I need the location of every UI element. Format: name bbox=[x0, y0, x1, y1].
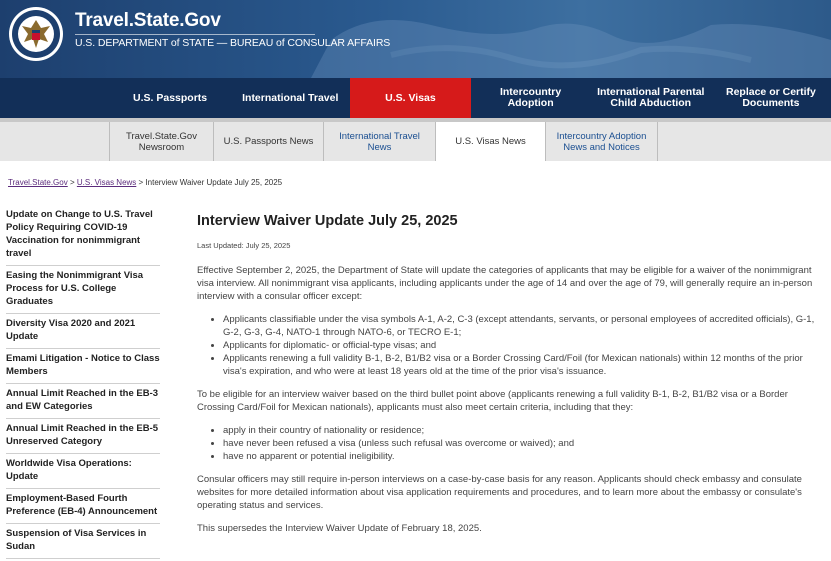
subnav-international-travel-news[interactable]: International Travel News bbox=[324, 122, 436, 161]
last-updated: Last Updated: July 25, 2025 bbox=[197, 241, 291, 250]
list-item: • apply in their country of nationality or residence; bbox=[223, 424, 817, 437]
sidebar-item[interactable]: Worldwide Visa Operations: Update bbox=[6, 454, 160, 489]
list-item: • Applicants renewing a full validity B-1, B-2, B1/B2 visa or a Border Crossing Card/Foil (for Mexican nationals) within 12 months of the prior visa's expiration, and who were at least 18 years old at the time of the prior visa's issuance. bbox=[223, 352, 817, 378]
subnav-newsroom[interactable]: Travel.State.Gov Newsroom bbox=[110, 122, 214, 161]
site-title[interactable]: Travel.State.Gov bbox=[75, 10, 221, 31]
list-item: • Applicants classifiable under the visa symbols A-1, A-2, C-3 (except attendants, servants, or personal employees of accredited officials), G-1, G-2, G-3, G-4, NATO-1 through NATO-6, or TECRO E-1; bbox=[223, 313, 817, 339]
exception-list bbox=[223, 313, 817, 378]
news-sub-navigation bbox=[0, 118, 831, 161]
list-item: • Applicants for diplomatic- or official-type visas; and bbox=[223, 339, 817, 352]
criteria-list bbox=[223, 424, 817, 463]
main-nav-child-abduction[interactable]: International Parental Child Abduction bbox=[597, 86, 705, 109]
sidebar-item[interactable]: Update on Change to U.S. Travel Policy Requiring COVID-19 Vaccination for nonimmigrant travel bbox=[6, 206, 160, 266]
article-paragraph: Effective September 2, 2025, the Department of State will update the categories of applicants that may be eligible for a waiver of the nonimmigrant visa interview. All nonimmigrant visa applicants, including applicants under the age of 14 and over the age of 79, will generally require an in-person interview with a consular officer except: bbox=[197, 265, 813, 302]
sidebar-item[interactable]: Suspension of Visa Services in Sudan bbox=[6, 524, 160, 559]
subnav-passports-news[interactable]: U.S. Passports News bbox=[214, 122, 324, 161]
article-paragraph: Consular officers may still require in-person interviews on a case-by-case basis for any reason. Applicants should check embassy and consulate websites for more detailed information about visa application requirements and procedures, and to learn more about the embassy or consulate's operating status and services. bbox=[197, 474, 802, 511]
main-nav-international-travel[interactable]: International Travel bbox=[242, 91, 339, 104]
main-nav-spacer bbox=[0, 78, 110, 118]
sidebar-item[interactable]: Annual Limit Reached in the EB-5 Unreserved Category bbox=[6, 419, 160, 454]
breadcrumb-separator: > bbox=[138, 178, 144, 187]
article-content bbox=[197, 213, 817, 545]
main-nav-intercountry-adoption[interactable]: Intercountry Adoption bbox=[499, 86, 562, 109]
breadcrumb-separator: > bbox=[69, 178, 75, 187]
title-divider bbox=[75, 34, 315, 35]
page-title: Interview Waiver Update July 25, 2025 bbox=[197, 213, 458, 229]
breadcrumb-current: Interview Waiver Update July 25, 2025 bbox=[145, 178, 283, 187]
breadcrumb bbox=[8, 178, 282, 187]
breadcrumb-visas-news-link[interactable]: U.S. Visas News bbox=[76, 178, 137, 187]
sidebar-item[interactable]: Diversity Visa 2020 and 2021 Update bbox=[6, 314, 160, 349]
sidebar-item[interactable]: Employment-Based Fourth Preference (EB-4) Announcement bbox=[6, 489, 160, 524]
article-paragraph: To be eligible for an interview waiver based on the third bullet point above (applicants renewing a full validity B-1, B-2, B1/B2 visa or a Border Crossing Card/Foil for Mexican nationals), applicants must also meet certain criteria, including that they: bbox=[197, 389, 788, 413]
department-of-state-seal-icon[interactable] bbox=[8, 6, 64, 62]
related-news-sidebar bbox=[6, 206, 160, 559]
list-item: • have no apparent or potential ineligibility. bbox=[223, 450, 817, 463]
subnav-adoption-news[interactable]: Intercountry Adoption News and Notices bbox=[546, 122, 658, 161]
sidebar-item[interactable]: Easing the Nonimmigrant Visa Process for U.S. College Graduates bbox=[6, 266, 160, 314]
site-header bbox=[0, 0, 831, 78]
site-subtitle: U.S. DEPARTMENT of STATE — BUREAU of CONSULAR AFFAIRS bbox=[75, 37, 391, 49]
main-navigation bbox=[0, 78, 831, 118]
article-paragraph: This supersedes the Interview Waiver Update of February 18, 2025. bbox=[197, 523, 482, 534]
main-nav-replace-documents[interactable]: Replace or Certify Documents bbox=[726, 86, 816, 109]
sidebar-item[interactable]: Annual Limit Reached in the EB-3 and EW Categories bbox=[6, 384, 160, 419]
list-item: • have never been refused a visa (unless such refusal was overcome or waived); and bbox=[223, 437, 817, 450]
breadcrumb-home-link[interactable]: Travel.State.Gov bbox=[8, 178, 68, 187]
subnav-spacer bbox=[0, 122, 110, 161]
main-nav-us-visas[interactable]: U.S. Visas bbox=[350, 78, 470, 118]
main-nav-passports[interactable]: U.S. Passports bbox=[133, 91, 208, 104]
sidebar-item[interactable]: Emami Litigation - Notice to Class Members bbox=[6, 349, 160, 384]
subnav-us-visas-news[interactable]: U.S. Visas News bbox=[436, 122, 546, 161]
